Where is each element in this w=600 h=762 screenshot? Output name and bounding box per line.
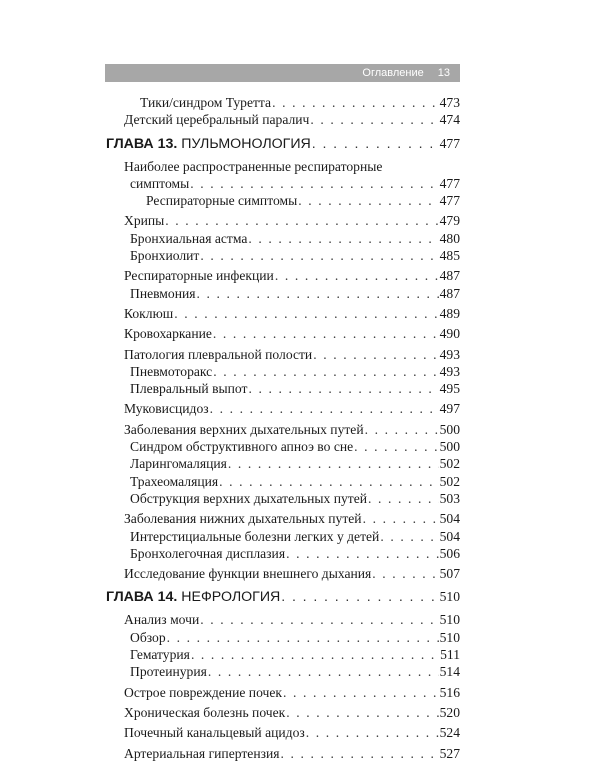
toc-entry-continuation[interactable]: симптомы . . . 477 [106,175,460,192]
toc-entry[interactable]: Коклюш . . . 489 [106,305,460,322]
toc-entry[interactable]: Трахеомаляция . . . 502 [106,473,460,490]
toc-entry[interactable]: Обструкция верхних дыхательных путей . . . 503 [106,490,460,507]
toc-entry[interactable]: Плевральный выпот . . . 495 [106,380,460,397]
chapter-heading-14[interactable]: ГЛАВА 14. НЕФРОЛОГИЯ . . . 510 [106,587,460,606]
toc-entry[interactable]: Гематурия . . . 511 [106,646,460,663]
running-header-section: Оглавление [362,67,424,79]
chapter-label: ГЛАВА 14. [106,589,178,606]
chapter-title: НЕФРОЛОГИЯ [181,589,281,606]
toc-entry[interactable]: Кровохаркание . . . 490 [106,325,460,342]
toc-entry[interactable]: Исследование функции внешнего дыхания . . . 507 [106,565,460,582]
toc-entry[interactable]: Интерстициальные болезни легких у детей . . . 504 [106,528,460,545]
toc-entry[interactable]: Детский церебральный паралич . . . 474 [106,111,460,128]
toc-entry[interactable]: Респираторные инфекции . . . 487 [106,267,460,284]
toc-entry[interactable]: Пневмония . . . 487 [106,285,460,302]
toc-entry[interactable]: Анализ мочи . . . 510 [106,611,460,628]
toc-entry[interactable]: Ларингомаляция . . . 502 [106,455,460,472]
toc-entry[interactable]: Хрипы . . . 479 [106,212,460,229]
toc-entry[interactable]: Острое повреждение почек . . . 516 [106,684,460,701]
toc-entry[interactable]: Бронхиолит . . . 485 [106,247,460,264]
toc-entry[interactable]: Протеинурия . . . 514 [106,663,460,680]
chapter-title: ПУЛЬМОНОЛОГИЯ [181,135,311,152]
table-of-contents [106,94,460,762]
toc-entry[interactable]: Муковисцидоз . . . 497 [106,400,460,417]
chapter-heading-13[interactable]: ГЛАВА 13. ПУЛЬМОНОЛОГИЯ . . . 477 [106,134,460,153]
toc-entry[interactable]: Респираторные симптомы . . . 477 [106,192,460,209]
running-header [105,64,460,82]
toc-entry[interactable]: Почечный канальцевый ацидоз . . . 524 [106,724,460,741]
running-header-page-number: 13 [437,67,450,79]
toc-entry[interactable]: Пневмоторакс . . . 493 [106,363,460,380]
toc-entry[interactable]: Патология плевральной полости . . . 493 [106,346,460,363]
toc-entry[interactable]: Заболевания нижних дыхательных путей . . . 504 [106,510,460,527]
toc-entry[interactable]: Хроническая болезнь почек . . . 520 [106,704,460,721]
toc-entry[interactable]: Бронхиальная астма . . . 480 [106,230,460,247]
toc-entry[interactable]: Синдром обструктивного апноэ во сне . . . 500 [106,438,460,455]
toc-entry[interactable]: Бронхолегочная дисплазия . . . 506 [106,545,460,562]
toc-entry[interactable]: Обзор . . . 510 [106,629,460,646]
toc-entry[interactable]: Тики/синдром Туретта . . . 473 [106,94,460,111]
chapter-label: ГЛАВА 13. [106,135,178,152]
toc-entry[interactable]: Заболевания верхних дыхательных путей . . . 500 [106,421,460,438]
toc-entry-line1[interactable]: Наиболее распространенные респираторные [124,158,383,174]
toc-entry[interactable]: Артериальная гипертензия . . . 527 [106,745,460,762]
